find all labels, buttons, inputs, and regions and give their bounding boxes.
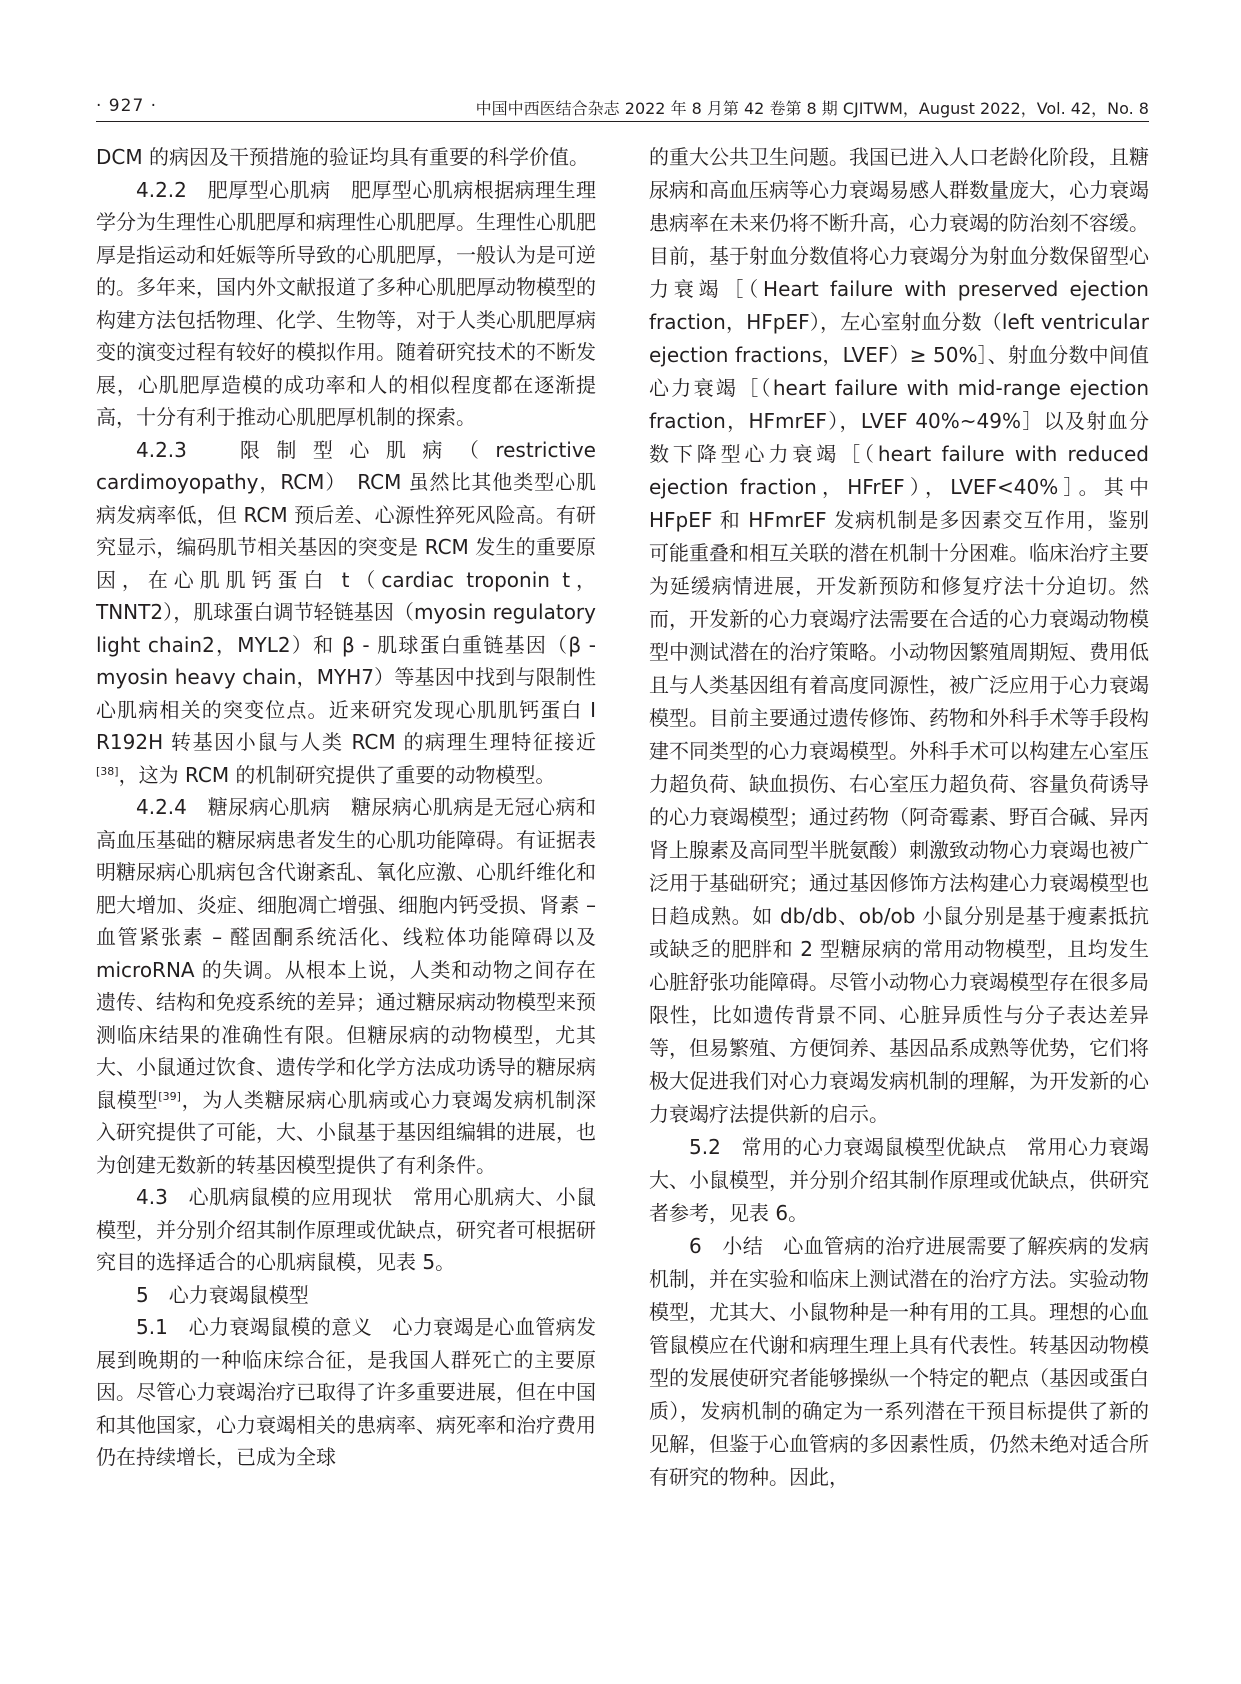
paragraph-text: 4.2.3 限制型心肌病（restrictive cardimoyopathy，RCM） RCM 虽然比其他类型心肌病发病率低，但 RCM 预后差、心源性猝死风险高。有研究显示，编码肌节相关基因的突变是 RCM 发生的重要原因，在心肌肌钙蛋白 t（cardiac troponin t，TNNT2），肌球蛋白调节轻链基因（myosin regulatory light chain2，MYL2）和 β - 肌球蛋白重链基因（β -myosin heavy chain，MYH7）等基因中找到与限制性心肌病相关的突变位点。近来研究发现心肌肌钙蛋白 Ⅰ R192H 转基因小鼠与人类 RCM 的病理生理特征接近 bbox=[96, 437, 596, 754]
section-6-paragraph: 6 小结 心血管病的治疗进展需要了解疾病的发病机制，并在实验和临床上测试潜在的治疗方法。实验动物模型，尤其大、小鼠物种是一种有用的工具。理想的心血管鼠模应在代谢和病理生理上具有代表性。转基因动物模型的发展使研究者能够操纵一个特定的靶点（基因或蛋白质），发病机制的确定为一系列潜在干预目标提供了新的见解，但鉴于心血管病的多因素性质，仍然未绝对适合所有研究的物种。因此， bbox=[649, 1234, 1149, 1489]
paragraph-text: 4.2.4 糖尿病心肌病 糖尿病心肌病是无冠心病和高血压基础的糖尿病患者发生的心肌功能障碍。有证据表明糖尿病心肌病包含代谢紊乱、氧化应激、心肌纤维化和肥大增加、炎症、细胞凋亡增强、细胞内钙受损、肾素 – 血管紧张素 – 醛固酮系统活化、线粒体功能障碍以及 microRNA 的失调。从根本上说，人类和动物之间存在遗传、结构和免疫系统的差异；通过糖尿病动物模型来预测临床结果的准确性有限。但糖尿病的动物模型，尤其大、小鼠通过饮食、遗传学和化学方法成功诱导的糖尿病鼠模型 bbox=[96, 795, 596, 1112]
right-column bbox=[649, 141, 1149, 1631]
paragraph: DCM 的病因及干预措施的验证均具有重要的科学价值。 bbox=[96, 145, 589, 169]
citation-ref: [38] bbox=[96, 764, 119, 778]
journal-citation: 中国中西医结合杂志 2022 年 8 月第 42 卷第 8 期 CJITWM，August 2022，Vol. 42，No. 8 bbox=[475, 99, 1149, 118]
header-rule bbox=[96, 121, 1149, 122]
paragraph-text: ，这为 RCM 的机制研究提供了重要的动物模型。 bbox=[118, 762, 556, 787]
section-4-2-4-paragraph bbox=[96, 791, 596, 1181]
section-5-1-paragraph: 5.1 心力衰竭鼠模的意义 心力衰竭是心血管病发展到晚期的一种临床综合征，是我国人群死亡的主要原因。尽管心力衰竭治疗已取得了许多重要进展，但在中国和其他国家，心力衰竭相关的患病率、病死率和治疗费用仍在持续增长，已成为全球 bbox=[96, 1315, 596, 1469]
paragraph-text: ，为人类糖尿病心肌病或心力衰竭发病机制深入研究提供了可能，大、小鼠基于基因组编辑的进展，也为创建无数新的转基因模型提供了有利条件。 bbox=[96, 1087, 596, 1177]
left-column bbox=[96, 141, 596, 1631]
section-5-heading: 5 心力衰竭鼠模型 bbox=[136, 1282, 309, 1307]
section-4-3-paragraph: 4.3 心肌病鼠模的应用现状 常用心肌病大、小鼠模型，并分别介绍其制作原理或优缺点，研究者可根据研究目的选择适合的心肌病鼠模，见表 5。 bbox=[96, 1185, 596, 1274]
section-5-2-paragraph: 5.2 常用的心力衰竭鼠模型优缺点 常用心力衰竭大、小鼠模型，并分别介绍其制作原理或优缺点，供研究者参考，见表 6。 bbox=[649, 1135, 1149, 1225]
citation-ref: [39] bbox=[158, 1089, 181, 1103]
running-header bbox=[96, 96, 1149, 122]
paragraph: 的重大公共卫生问题。我国已进入人口老龄化阶段，且糖尿病和高血压病等心力衰竭易感人群数量庞大，心力衰竭患病率在未来仍将不断升高，心力衰竭的防治刻不容缓。目前，基于射血分数值将心力衰竭分为射血分数保留型心力衰竭［（Heart failure with preserved ejection fraction，HFpEF），左心室射血分数（left ventricular ejection fractions，LVEF）≥ 50%］、射血分数中间值心力衰竭［（heart failure with mid-range ejection fraction，HFmrEF），LVEF 40%~49%］以及射血分数下降型心力衰竭［（heart failure with reduced ejection fraction，HFrEF），LVEF<40%］。其中 HFpEF 和 HFmrEF 发病机制是多因素交互作用，鉴别可能重叠和相互关联的潜在机制十分困难。临床治疗主要为延缓病情进展，开发新预防和修复疗法十分迫切。然而，开发新的心力衰竭疗法需要在合适的心力衰竭动物模型中测试潜在的治疗策略。小动物因繁殖周期短、费用低且与人类基因组有着高度同源性，被广泛应用于心力衰竭模型。目前主要通过遗传修饰、药物和外科手术等手段构建不同类型的心力衰竭模型。外科手术可以构建左心室压力超负荷、缺血损伤、右心室压力超负荷、容量负荷诱导的心力衰竭模型；通过药物（阿奇霉素、野百合碱、异丙肾上腺素及高同型半胱氨酸）刺激致动物心力衰竭也被广泛用于基础研究；通过基因修饰方法构建心力衰竭模型也日趋成熟。如 db/db、ob/ob 小鼠分别是基于瘦素抵抗或缺乏的肥胖和 2 型糖尿病的常用动物模型，且均发生心脏舒张功能障碍。尽管小动物心力衰竭模型存在很多局限性，比如遗传背景不同、心脏异质性与分子表达差异等，但易繁殖、方便饲养、基因品系成熟等优势，它们将极大促进我们对心力衰竭发病机制的理解，为开发新的心力衰竭疗法提供新的启示。 bbox=[649, 145, 1149, 1126]
page-number: · 927 · bbox=[96, 96, 158, 116]
section-4-2-3-paragraph bbox=[96, 434, 596, 792]
section-4-2-2-paragraph: 4.2.2 肥厚型心肌病 肥厚型心肌病根据病理生理学分为生理性心肌肥厚和病理性心肌肥厚。生理性心肌肥厚是指运动和妊娠等所导致的心肌肥厚，一般认为是可逆的。多年来，国内外文献报道了多种心肌肥厚动物模型的构建方法包括物理、化学、生物等，对于人类心肌肥厚病变的演变过程有较好的模拟作用。随着研究技术的不断发展，心肌肥厚造模的成功率和人的相似程度都在逐渐提高，十分有利于推动心肌肥厚机制的探索。 bbox=[96, 177, 596, 429]
